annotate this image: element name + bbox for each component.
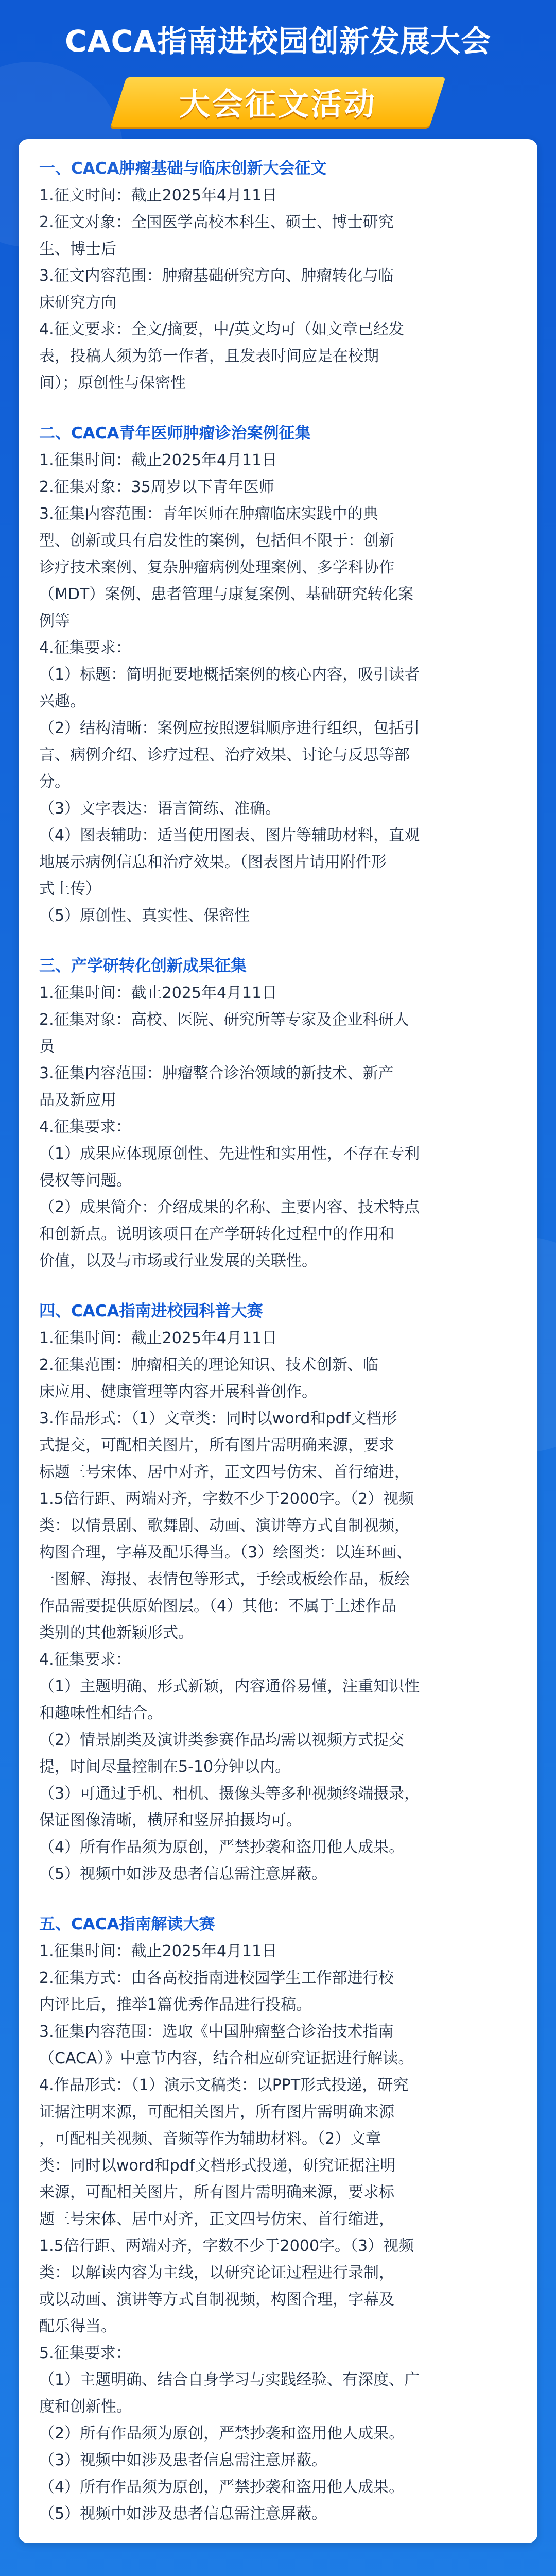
text-line: （4）所有作品须为原创，严禁抄袭和盗用他人成果。 [39, 2478, 405, 2496]
text-line: （MDT）案例、患者管理与康复案例、基础研究转化案 [39, 585, 414, 603]
text-line: 兴趣。 [39, 692, 85, 710]
text-line: ，可配相关视频、音频等作为辅助材料。（2）文章 [39, 2130, 381, 2148]
text-line: 作品需要提供原始图层。（4）其他：不属于上述作品 [39, 1597, 397, 1615]
section-title: 二、CACA青年医师肿瘤诊治案例征集 [39, 424, 311, 443]
text-line: 1.5倍行距、两端对齐，字数不少于2000字。（3）视频 [39, 2237, 414, 2255]
text-line: 地展示病例信息和治疗效果。（图表图片请用附件形 [39, 853, 387, 871]
text-line: 间）；原创性与保密性 [39, 374, 186, 392]
text-line: 和趣味性相结合。 [39, 1704, 163, 1722]
text-line: 配乐得当。 [39, 2317, 116, 2335]
text-line: 3.征集内容范围：青年医师在肿瘤临床实践中的典 [39, 505, 378, 523]
text-line: 度和创新性。 [39, 2398, 132, 2416]
text-line: 3.征集内容范围：选取《中国肿瘤整合诊治技术指南 [39, 2023, 394, 2041]
text-line: 或以动画、演讲等方式自制视频，构图合理，字幕及 [39, 2291, 394, 2309]
text-line: 1.征集时间：截止2025年4月11日 [39, 451, 277, 469]
text-line: 床应用、健康管理等内容开展科普创作。 [39, 1383, 317, 1401]
section-industry-research [39, 952, 517, 1275]
text-line: 标题三号宋体、居中对齐，正文四号仿宋、首行缩进， [39, 1463, 410, 1481]
text-line: 4.征集要求： [39, 639, 131, 657]
text-line: 2.征文对象：全国医学高校本科生、硕士、博士研究 [39, 213, 394, 231]
text-line: （5）视频中如涉及患者信息需注意屏蔽。 [39, 1865, 327, 1883]
text-line: 来源，可配相关图片，所有图片需明确来源，要求标 [39, 2183, 394, 2201]
text-line: 4.作品形式：（1）演示文稿类：以PPT形式投递，研究 [39, 2076, 409, 2094]
section-title: 三、产学研转化创新成果征集 [39, 957, 247, 975]
text-line: 类：同时以word和pdf文档形式投递，研究证据注明 [39, 2157, 396, 2175]
text-line: 4.征集要求： [39, 1118, 131, 1136]
text-line: （2）成果简介：介绍成果的名称、主要内容、技术特点 [39, 1198, 420, 1216]
text-line: 类：以解读内容为主线，以研究论证过程进行录制， [39, 2264, 394, 2282]
text-line: 1.征集时间：截止2025年4月11日 [39, 984, 277, 1002]
text-line: （5）视频中如涉及患者信息需注意屏蔽。 [39, 2505, 327, 2523]
text-line: 价值，以及与市场或行业发展的关联性。 [39, 1252, 317, 1270]
section-guideline-interpretation [39, 1910, 517, 2528]
text-line: 型、创新或具有启发性的案例，包括但不限于：创新 [39, 532, 394, 550]
text-line: 题三号宋体、居中对齐，正文四号仿宋、首行缩进， [39, 2210, 394, 2228]
text-line: 床研究方向 [39, 294, 116, 312]
text-line: 2.征集对象：35周岁以下青年医师 [39, 478, 274, 496]
text-line: 员 [39, 1038, 55, 1056]
text-line: 侵权等问题。 [39, 1172, 132, 1190]
text-line: 诊疗技术案例、复杂肿瘤病例处理案例、多学科协作 [39, 558, 394, 577]
text-line: （3）可通过手机、相机、摄像头等多种视频终端摄录， [39, 1785, 420, 1803]
text-line: （1）标题：简明扼要地概括案例的核心内容，吸引读者 [39, 666, 420, 684]
section-young-doctor-cases [39, 419, 517, 929]
text-line: 提，时间尽量控制在5-10分钟以内。 [39, 1758, 291, 1776]
section-banner-call-for-papers [118, 77, 438, 127]
text-line: 内评比后，推举1篇优秀作品进行投稿。 [39, 1996, 312, 2014]
text-line: 类：以情景剧、歌舞剧、动画、演讲等方式自制视频， [39, 1517, 410, 1535]
text-line: （2）结构清晰：案例应按照逻辑顺序进行组织，包括引 [39, 719, 420, 737]
text-line: 4.征集要求： [39, 1651, 131, 1669]
text-line: 式提交，可配相关图片，所有图片需明确来源，要求 [39, 1436, 394, 1454]
text-line: 品及新应用 [39, 1091, 116, 1109]
text-line: 构图合理，字幕及配乐得当。（3）绘图类：以连环画、 [39, 1544, 412, 1562]
section-title: 五、CACA指南解读大赛 [39, 1915, 215, 1934]
text-line: 1.5倍行距、两端对齐，字数不少于2000字。（2）视频 [39, 1490, 414, 1508]
banner-label: 大会征文活动 [179, 87, 377, 123]
text-line: 1.征集时间：截止2025年4月11日 [39, 1329, 277, 1347]
text-line: （3）视频中如涉及患者信息需注意屏蔽。 [39, 2451, 327, 2469]
text-line: （5）原创性、真实性、保密性 [39, 907, 250, 925]
text-line: 证据注明来源，可配相关图片，所有图片需明确来源 [39, 2103, 394, 2121]
section-title: 一、CACA肿瘤基础与临床创新大会征文 [39, 159, 327, 178]
text-line: （3）文字表达：语言简练、准确。 [39, 800, 281, 818]
text-line: 言、病例介绍、诊疗过程、治疗效果、讨论与反思等部 [39, 746, 410, 764]
text-line: 3.征文内容范围：肿瘤基础研究方向、肿瘤转化与临 [39, 267, 394, 285]
text-line: 分。 [39, 773, 70, 791]
text-line: （2）情景剧类及演讲类参赛作品均需以视频方式提交 [39, 1731, 405, 1749]
text-line: 2.征集对象：高校、医院、研究所等专家及企业科研人 [39, 1011, 409, 1029]
text-line: 2.征集方式：由各高校指南进校园学生工作部进行校 [39, 1969, 394, 1987]
text-line: 一图解、海报、表情包等形式，手绘或板绘作品，板绘 [39, 1570, 410, 1588]
text-line: 式上传） [39, 880, 101, 898]
text-line: （2）所有作品须为原创，严禁抄袭和盗用他人成果。 [39, 2425, 405, 2443]
section-title: 四、CACA指南进校园科普大赛 [39, 1302, 263, 1320]
text-line: （1）主题明确、形式新颖，内容通俗易懂，注重知识性 [39, 1677, 420, 1696]
text-line: 2.征集范围：肿瘤相关的理论知识、技术创新、临 [39, 1356, 378, 1374]
text-line: 表，投稿人须为第一作者，且发表时间应是在校期 [39, 347, 379, 365]
text-line: 3.征集内容范围：肿瘤整合诊治领域的新技术、新产 [39, 1064, 394, 1082]
text-line: 5.征集要求： [39, 2344, 131, 2362]
page-title: CACA指南进校园创新发展大会 [65, 24, 491, 59]
text-line: 和创新点。说明该项目在产学研转化过程中的作用和 [39, 1225, 394, 1243]
text-line: 1.征集时间：截止2025年4月11日 [39, 1942, 277, 1960]
text-line: （1）成果应体现原创性、先进性和实用性，不存在专利 [39, 1145, 420, 1163]
text-line: 3.作品形式：（1）文章类：同时以word和pdf文档形 [39, 1410, 397, 1428]
text-line: 类别的其他新颖形式。 [39, 1624, 194, 1642]
text-line: 生、博士后 [39, 240, 116, 258]
text-line: （4）图表辅助：适当使用图表、图片等辅助材料，直观 [39, 826, 420, 844]
text-line: 例等 [39, 612, 70, 630]
text-line: 4.征文要求：全文/摘要，中/英文均可（如文章已经发 [39, 320, 404, 338]
text-line: 1.征文时间：截止2025年4月11日 [39, 187, 277, 205]
text-line: （1）主题明确、结合自身学习与实践经验、有深度、广 [39, 2371, 420, 2389]
text-line: （4）所有作品须为原创，严禁抄袭和盗用他人成果。 [39, 1838, 405, 1856]
text-line: 保证图像清晰，横屏和竖屏拍摄均可。 [39, 1811, 302, 1829]
text-line: （CACA）》中意节内容，结合相应研究证据进行解读。 [39, 2049, 414, 2067]
